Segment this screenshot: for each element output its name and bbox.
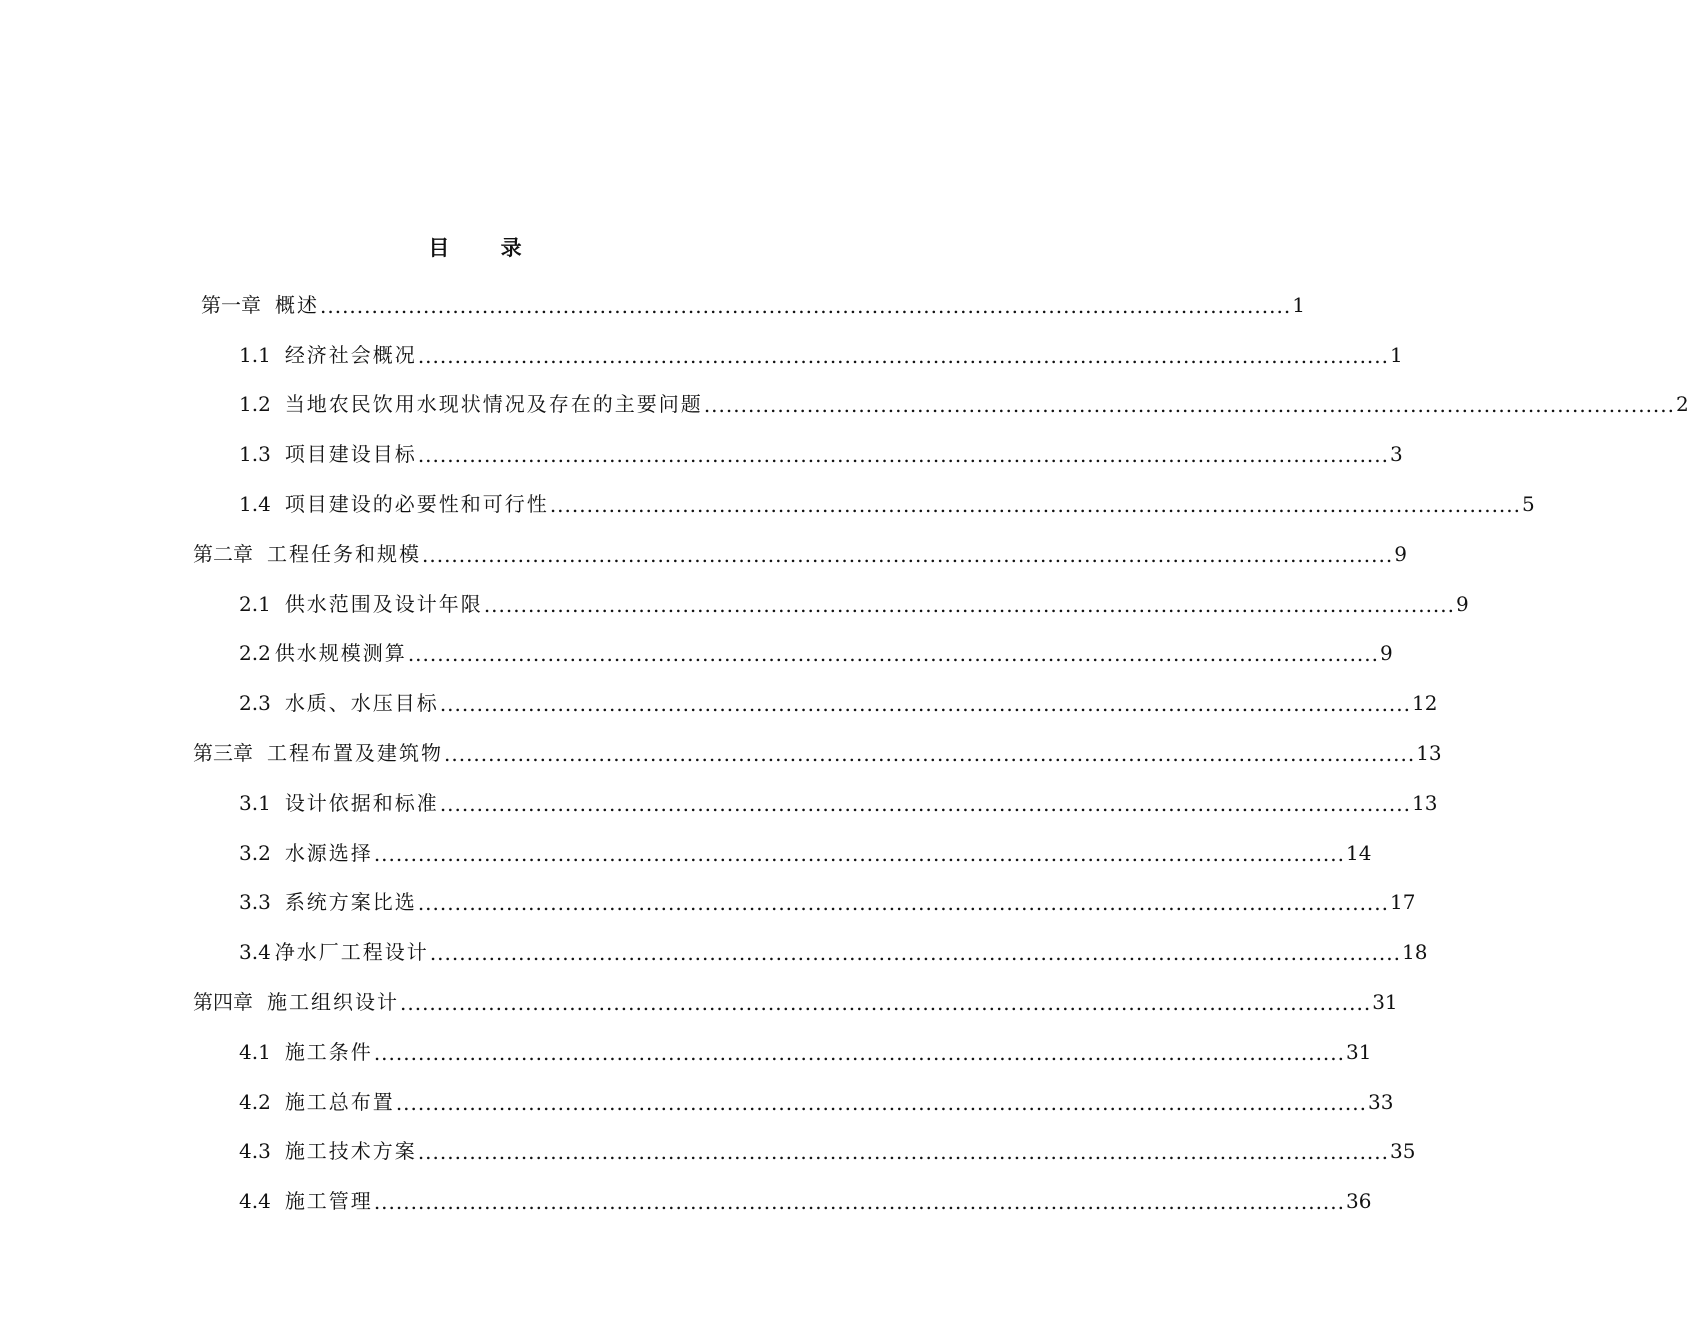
- toc-entry-label: [239, 691, 439, 716]
- toc-title: 目 录: [428, 235, 544, 260]
- toc-entry-section[interactable]: [0, 629, 1393, 679]
- toc-entry-page: 14: [1346, 840, 1372, 865]
- toc-entry-title: 水质、水压目标: [284, 691, 439, 716]
- toc-entry-page: 35: [1390, 1139, 1416, 1164]
- toc-entry-title: 施工技术方案: [284, 1139, 417, 1164]
- dot-leader: ....................................................................................................................................: [444, 742, 1416, 767]
- toc-entry-number: 4.2: [239, 1089, 271, 1114]
- toc-entry-section[interactable]: [0, 479, 1535, 529]
- toc-entry-number: 1.4: [239, 492, 271, 517]
- dot-leader: ....................................................................................................................................: [417, 443, 1389, 468]
- dot-leader: ....................................................................................................................................: [417, 343, 1389, 368]
- toc-entry-page: 9: [1394, 541, 1407, 566]
- toc-entry-number: 第三章: [193, 741, 253, 766]
- dot-leader: ....................................................................................................................................: [429, 941, 1401, 966]
- toc-entry-section[interactable]: [0, 1176, 1372, 1226]
- toc-entry-number: 3.1: [239, 790, 271, 815]
- dot-leader: ....................................................................................................................................: [439, 692, 1411, 717]
- toc-entry-page: 9: [1380, 641, 1393, 666]
- dot-leader: ....................................................................................................................................: [703, 393, 1675, 418]
- dot-leader: ....................................................................................................................................: [483, 592, 1455, 617]
- toc-entry-section[interactable]: [0, 678, 1438, 728]
- toc-entry-title: 施工管理: [284, 1189, 373, 1214]
- toc-entry-number: 第二章: [193, 541, 253, 566]
- toc-entry-number: 第四章: [193, 990, 253, 1015]
- toc-entry-title: 工程任务和规模: [267, 541, 421, 566]
- toc-list: [0, 280, 1689, 1226]
- dot-leader: ....................................................................................................................................: [417, 1140, 1389, 1165]
- toc-entry-title: 施工条件: [284, 1039, 373, 1064]
- toc-entry-number: 1.3: [239, 442, 271, 467]
- toc-entry-page: 1: [1292, 292, 1305, 317]
- toc-entry-number: 2.2: [239, 641, 271, 666]
- toc-entry-title: 净水厂工程设计: [274, 940, 429, 965]
- toc-entry-number: 4.3: [239, 1139, 271, 1164]
- toc-entry-label: [193, 990, 399, 1015]
- toc-entry-section[interactable]: [0, 927, 1428, 977]
- toc-entry-label: [239, 1089, 395, 1114]
- toc-entry-label: [239, 442, 417, 467]
- toc-entry-section[interactable]: [0, 1027, 1372, 1077]
- toc-entry-title: 施工总布置: [284, 1089, 395, 1114]
- toc-entry-page: 36: [1346, 1189, 1372, 1214]
- toc-entry-label: [193, 541, 421, 566]
- toc-entry-number: 3.2: [239, 840, 271, 865]
- toc-entry-page: 13: [1416, 741, 1442, 766]
- toc-entry-page: 18: [1402, 940, 1428, 965]
- toc-entry-page: 31: [1346, 1039, 1372, 1064]
- toc-entry-title: 经济社会概况: [284, 342, 417, 367]
- toc-entry-section[interactable]: [0, 579, 1469, 629]
- dot-leader: ....................................................................................................................................: [373, 1190, 1345, 1215]
- toc-entry-title: 系统方案比选: [284, 890, 417, 915]
- dot-leader: ....................................................................................................................................: [417, 891, 1389, 916]
- toc-entry-section[interactable]: [0, 330, 1403, 380]
- toc-entry-page: 12: [1412, 691, 1438, 716]
- dot-leader: ....................................................................................................................................: [549, 493, 1521, 518]
- toc-entry-label: [239, 641, 407, 666]
- toc-entry-label: [239, 1139, 417, 1164]
- toc-entry-section[interactable]: [0, 429, 1403, 479]
- toc-entry-label: [239, 591, 483, 616]
- toc-entry-chapter[interactable]: [0, 977, 1398, 1027]
- toc-entry-section[interactable]: [0, 878, 1416, 928]
- toc-entry-number: 2.3: [239, 691, 271, 716]
- dot-leader: ....................................................................................................................................: [395, 1090, 1367, 1115]
- dot-leader: ....................................................................................................................................: [373, 1040, 1345, 1065]
- toc-entry-title: 水源选择: [284, 840, 373, 865]
- toc-entry-chapter[interactable]: [0, 529, 1407, 579]
- dot-leader: ....................................................................................................................................: [407, 642, 1379, 667]
- toc-entry-label: [201, 292, 319, 317]
- toc-entry-label: [239, 840, 373, 865]
- toc-entry-page: 2: [1676, 392, 1689, 417]
- toc-entry-section[interactable]: [0, 380, 1689, 430]
- toc-entry-title: 施工组织设计: [267, 990, 399, 1015]
- toc-entry-section[interactable]: [0, 778, 1438, 828]
- toc-entry-label: [239, 1039, 373, 1064]
- toc-entry-label: [239, 392, 703, 417]
- toc-entry-page: 3: [1390, 442, 1403, 467]
- toc-entry-number: 4.1: [239, 1039, 271, 1064]
- dot-leader: ....................................................................................................................................: [439, 791, 1411, 816]
- toc-entry-section[interactable]: [0, 1077, 1394, 1127]
- toc-entry-page: 13: [1412, 790, 1438, 815]
- toc-entry-label: [239, 342, 417, 367]
- toc-entry-title: 供水规模测算: [274, 641, 407, 666]
- toc-entry-section[interactable]: [0, 1127, 1416, 1177]
- toc-entry-section[interactable]: [0, 828, 1372, 878]
- toc-entry-title: 项目建设目标: [284, 442, 417, 467]
- toc-entry-number: 第一章: [201, 292, 261, 317]
- toc-entry-page: 9: [1456, 591, 1469, 616]
- toc-entry-number: 3.3: [239, 890, 271, 915]
- toc-entry-label: [239, 940, 429, 965]
- toc-entry-number: 4.4: [239, 1189, 271, 1214]
- toc-entry-label: [239, 1189, 373, 1214]
- toc-entry-label: [193, 741, 443, 766]
- toc-entry-title: 工程布置及建筑物: [267, 741, 443, 766]
- toc-entry-title: 概述: [275, 292, 319, 317]
- toc-entry-chapter[interactable]: [0, 280, 1305, 330]
- toc-entry-number: 2.1: [239, 591, 271, 616]
- toc-entry-page: 33: [1368, 1089, 1394, 1114]
- toc-entry-chapter[interactable]: [0, 728, 1442, 778]
- toc-entry-label: [239, 790, 439, 815]
- dot-leader: ....................................................................................................................................: [373, 841, 1345, 866]
- toc-entry-number: 1.1: [239, 342, 271, 367]
- toc-entry-page: 17: [1390, 890, 1416, 915]
- toc-entry-title: 当地农民饮用水现状情况及存在的主要问题: [284, 392, 703, 417]
- toc-entry-number: 1.2: [239, 392, 271, 417]
- toc-entry-title: 供水范围及设计年限: [284, 591, 483, 616]
- toc-entry-page: 1: [1390, 342, 1403, 367]
- toc-entry-label: [239, 890, 417, 915]
- toc-entry-number: 3.4: [239, 940, 271, 965]
- toc-entry-label: [239, 492, 549, 517]
- dot-leader: ....................................................................................................................................: [400, 991, 1372, 1016]
- toc-entry-page: 31: [1372, 990, 1398, 1015]
- toc-entry-title: 设计依据和标准: [284, 790, 439, 815]
- toc-entry-page: 5: [1522, 492, 1535, 517]
- dot-leader: ....................................................................................................................................: [422, 542, 1394, 567]
- dot-leader: ....................................................................................................................................: [320, 293, 1292, 318]
- toc-entry-title: 项目建设的必要性和可行性: [284, 492, 549, 517]
